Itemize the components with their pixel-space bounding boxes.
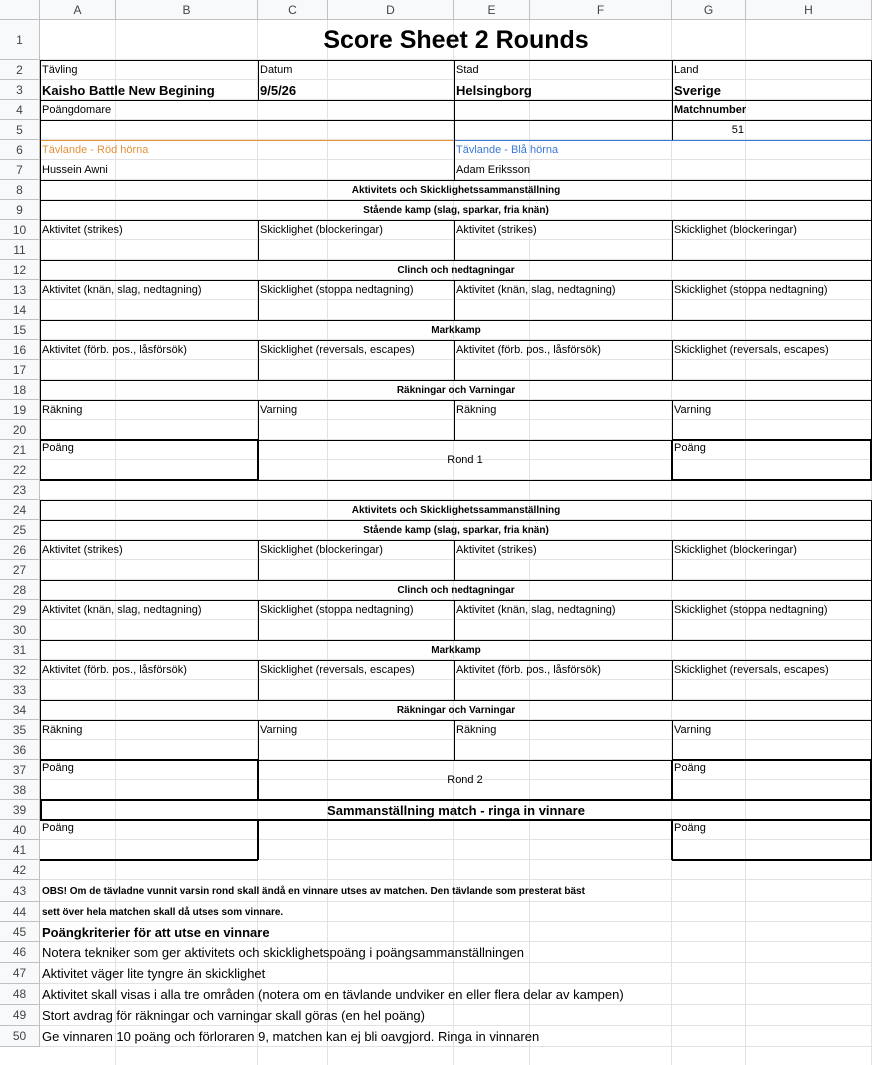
round2-blue-varning[interactable]: Varning: [674, 724, 712, 736]
row-header-7[interactable]: 7: [0, 160, 40, 180]
row-header-37[interactable]: 37: [0, 760, 40, 780]
round1-red-act-ground[interactable]: Aktivitet (förb. pos., låsförsök): [42, 344, 187, 356]
final-title[interactable]: Sammanställning match - ringa in vinnare: [327, 802, 585, 818]
row-header-15[interactable]: 15: [0, 320, 40, 340]
round1-red-act-clinch[interactable]: Aktivitet (knän, slag, nedtagning): [42, 284, 202, 296]
round2-blue-act-ground[interactable]: Aktivitet (förb. pos., låsförsök): [456, 664, 601, 676]
matchnumber-label[interactable]: Matchnumber: [674, 104, 747, 116]
blue-corner-label[interactable]: Tävlande - Blå hörna: [456, 144, 559, 156]
final-red-poang[interactable]: Poäng: [42, 822, 74, 834]
column-header-g[interactable]: G: [672, 0, 746, 20]
round1-red-act-strikes[interactable]: Aktivitet (strikes): [42, 224, 123, 236]
row-header-5[interactable]: 5: [0, 120, 40, 140]
round2-blue-skill-block[interactable]: Skicklighet (blockeringar): [674, 544, 797, 556]
criteria-3[interactable]: Aktivitet skall visas i alla tre områden (notera om en tävlande undviker en eller flera delar av kampen): [42, 987, 624, 1002]
row-header-39[interactable]: 39: [0, 800, 40, 820]
column-header-c[interactable]: C: [258, 0, 328, 20]
row-header-2[interactable]: 2: [0, 60, 40, 80]
blue-corner-name[interactable]: Adam Eriksson: [456, 164, 530, 176]
row-header-25[interactable]: 25: [0, 520, 40, 540]
row-header-1[interactable]: 1: [0, 20, 40, 60]
row-header-17[interactable]: 17: [0, 360, 40, 380]
round2-red-poang[interactable]: Poäng: [42, 762, 74, 774]
row-header-30[interactable]: 30: [0, 620, 40, 640]
column-header-b[interactable]: B: [116, 0, 258, 20]
round1-standing-title[interactable]: Stående kamp (slag, sparkar, fria knän): [363, 204, 549, 216]
stad-label[interactable]: Stad: [456, 64, 479, 76]
column-header-d[interactable]: D: [328, 0, 454, 20]
round2-blue-act-strikes[interactable]: Aktivitet (strikes): [456, 544, 537, 556]
stad-value[interactable]: Helsingborg: [456, 82, 532, 98]
criteria-4[interactable]: Stort avdrag för räkningar och varningar skall göras (en hel poäng): [42, 1008, 425, 1023]
round2-summary-title[interactable]: Aktivitets och Skicklighetssammanställning: [351, 504, 561, 516]
round1-round-label[interactable]: Rond 1: [447, 454, 483, 466]
row-header-36[interactable]: 36: [0, 740, 40, 760]
round1-blue-rakning[interactable]: Räkning: [456, 404, 497, 416]
row-header-29[interactable]: 29: [0, 600, 40, 620]
red-corner-label[interactable]: Tävlande - Röd hörna: [42, 144, 149, 156]
round1-red-rakning[interactable]: Räkning: [42, 404, 83, 416]
round1-blue-act-ground[interactable]: Aktivitet (förb. pos., låsförsök): [456, 344, 601, 356]
land-value[interactable]: Sverige: [674, 82, 721, 98]
tavling-value[interactable]: Kaisho Battle New Begining: [42, 82, 215, 98]
row-header-18[interactable]: 18: [0, 380, 40, 400]
round2-red-act-ground[interactable]: Aktivitet (förb. pos., låsförsök): [42, 664, 187, 676]
round1-blue-act-clinch[interactable]: Aktivitet (knän, slag, nedtagning): [456, 284, 616, 296]
final-blue-poang[interactable]: Poäng: [674, 822, 706, 834]
column-header-h[interactable]: H: [746, 0, 872, 20]
row-header-47[interactable]: 47: [0, 963, 40, 984]
round2-red-rakning[interactable]: Räkning: [42, 724, 83, 736]
row-header-45[interactable]: 45: [0, 922, 40, 942]
column-header-e[interactable]: E: [454, 0, 530, 20]
round2-red-skill-clinch[interactable]: Skicklighet (stoppa nedtagning): [260, 604, 414, 616]
row-header-33[interactable]: 33: [0, 680, 40, 700]
round2-blue-act-clinch[interactable]: Aktivitet (knän, slag, nedtagning): [456, 604, 616, 616]
round2-red-act-clinch[interactable]: Aktivitet (knän, slag, nedtagning): [42, 604, 202, 616]
select-all-corner[interactable]: [0, 0, 40, 20]
criteria-2[interactable]: Aktivitet väger lite tyngre än skicklighet: [42, 966, 266, 981]
row-header-14[interactable]: 14: [0, 300, 40, 320]
obs-line-1[interactable]: OBS! Om de tävladne vunnit varsin rond skall ändå en vinnare utses av matchen. Den tävlande som presterat bäst: [42, 885, 585, 897]
row-header-24[interactable]: 24: [0, 500, 40, 520]
round1-summary-title[interactable]: Aktivitets och Skicklighetssammanställning: [351, 184, 561, 196]
row-header-31[interactable]: 31: [0, 640, 40, 660]
row-header-11[interactable]: 11: [0, 240, 40, 260]
column-header-f[interactable]: F: [530, 0, 672, 20]
row-header-3[interactable]: 3: [0, 80, 40, 100]
round1-blue-poang[interactable]: Poäng: [674, 442, 706, 454]
page-title[interactable]: Score Sheet 2 Rounds: [323, 25, 589, 54]
round2-blue-skill-clinch[interactable]: Skicklighet (stoppa nedtagning): [674, 604, 828, 616]
column-header-a[interactable]: A: [40, 0, 116, 20]
round2-red-skill-block[interactable]: Skicklighet (blockeringar): [260, 544, 383, 556]
row-header-49[interactable]: 49: [0, 1005, 40, 1026]
round2-blue-skill-ground[interactable]: Skicklighet (reversals, escapes): [674, 664, 829, 676]
round1-blue-skill-block[interactable]: Skicklighet (blockeringar): [674, 224, 797, 236]
round2-clinch-title[interactable]: Clinch och nedtagningar: [397, 584, 515, 596]
row-header-48[interactable]: 48: [0, 984, 40, 1005]
round2-ground-title[interactable]: Markkamp: [431, 644, 481, 656]
land-label[interactable]: Land: [674, 64, 699, 76]
row-header-6[interactable]: 6: [0, 140, 40, 160]
round1-red-skill-ground[interactable]: Skicklighet (reversals, escapes): [260, 344, 415, 356]
tavling-label[interactable]: Tävling: [42, 64, 78, 76]
row-header-23[interactable]: 23: [0, 480, 40, 500]
row-header-28[interactable]: 28: [0, 580, 40, 600]
datum-label[interactable]: Datum: [260, 64, 293, 76]
round2-red-skill-ground[interactable]: Skicklighet (reversals, escapes): [260, 664, 415, 676]
row-header-26[interactable]: 26: [0, 540, 40, 560]
round2-blue-poang[interactable]: Poäng: [674, 762, 706, 774]
round1-blue-skill-clinch[interactable]: Skicklighet (stoppa nedtagning): [674, 284, 828, 296]
row-header-22[interactable]: 22: [0, 460, 40, 480]
row-header-35[interactable]: 35: [0, 720, 40, 740]
row-header-19[interactable]: 19: [0, 400, 40, 420]
obs-line-2[interactable]: sett över hela matchen skall då utses som vinnare.: [42, 906, 284, 918]
row-header-12[interactable]: 12: [0, 260, 40, 280]
round1-blue-varning[interactable]: Varning: [674, 404, 712, 416]
matchnumber-value[interactable]: 51: [731, 124, 744, 136]
row-header-40[interactable]: 40: [0, 820, 40, 840]
row-header-9[interactable]: 9: [0, 200, 40, 220]
row-header-20[interactable]: 20: [0, 420, 40, 440]
row-header-13[interactable]: 13: [0, 280, 40, 300]
round2-standing-title[interactable]: Stående kamp (slag, sparkar, fria knän): [363, 524, 549, 536]
round2-red-varning[interactable]: Varning: [260, 724, 298, 736]
row-header-10[interactable]: 10: [0, 220, 40, 240]
datum-value[interactable]: 9/5/26: [260, 82, 297, 98]
row-header-4[interactable]: 4: [0, 100, 40, 120]
row-header-50[interactable]: 50: [0, 1026, 40, 1047]
row-header-32[interactable]: 32: [0, 660, 40, 680]
round1-clinch-title[interactable]: Clinch och nedtagningar: [397, 264, 515, 276]
round1-red-skill-clinch[interactable]: Skicklighet (stoppa nedtagning): [260, 284, 414, 296]
criteria-5[interactable]: Ge vinnaren 10 poäng och förloraren 9, matchen kan ej bli oavgjord. Ringa in vinnaren: [42, 1029, 540, 1044]
row-header-8[interactable]: 8: [0, 180, 40, 200]
row-header-21[interactable]: 21: [0, 440, 40, 460]
row-header-46[interactable]: 46: [0, 942, 40, 963]
row-header-34[interactable]: 34: [0, 700, 40, 720]
row-header-43[interactable]: 43: [0, 880, 40, 902]
round2-counts-title[interactable]: Räkningar och Varningar: [396, 704, 516, 716]
red-corner-name[interactable]: Hussein Awni: [42, 164, 108, 176]
criteria-1[interactable]: Notera tekniker som ger aktivitets och skicklighetspoäng i poängsammanställningen: [42, 945, 524, 960]
round1-red-varning[interactable]: Varning: [260, 404, 298, 416]
criteria-title[interactable]: Poängkriterier för att utse en vinnare: [42, 924, 270, 940]
round1-blue-skill-ground[interactable]: Skicklighet (reversals, escapes): [674, 344, 829, 356]
poangdomare-label[interactable]: Poängdomare: [42, 104, 112, 116]
round2-round-label[interactable]: Rond 2: [447, 774, 483, 786]
row-header-27[interactable]: 27: [0, 560, 40, 580]
row-header-38[interactable]: 38: [0, 780, 40, 800]
round1-counts-title[interactable]: Räkningar och Varningar: [396, 384, 516, 396]
row-header-16[interactable]: 16: [0, 340, 40, 360]
round1-ground-title[interactable]: Markkamp: [431, 324, 481, 336]
row-header-44[interactable]: 44: [0, 902, 40, 922]
round1-red-skill-block[interactable]: Skicklighet (blockeringar): [260, 224, 383, 236]
row-header-41[interactable]: 41: [0, 840, 40, 860]
round1-blue-act-strikes[interactable]: Aktivitet (strikes): [456, 224, 537, 236]
round2-red-act-strikes[interactable]: Aktivitet (strikes): [42, 544, 123, 556]
row-header-42[interactable]: 42: [0, 860, 40, 880]
round1-red-poang[interactable]: Poäng: [42, 442, 74, 454]
round2-blue-rakning[interactable]: Räkning: [456, 724, 497, 736]
